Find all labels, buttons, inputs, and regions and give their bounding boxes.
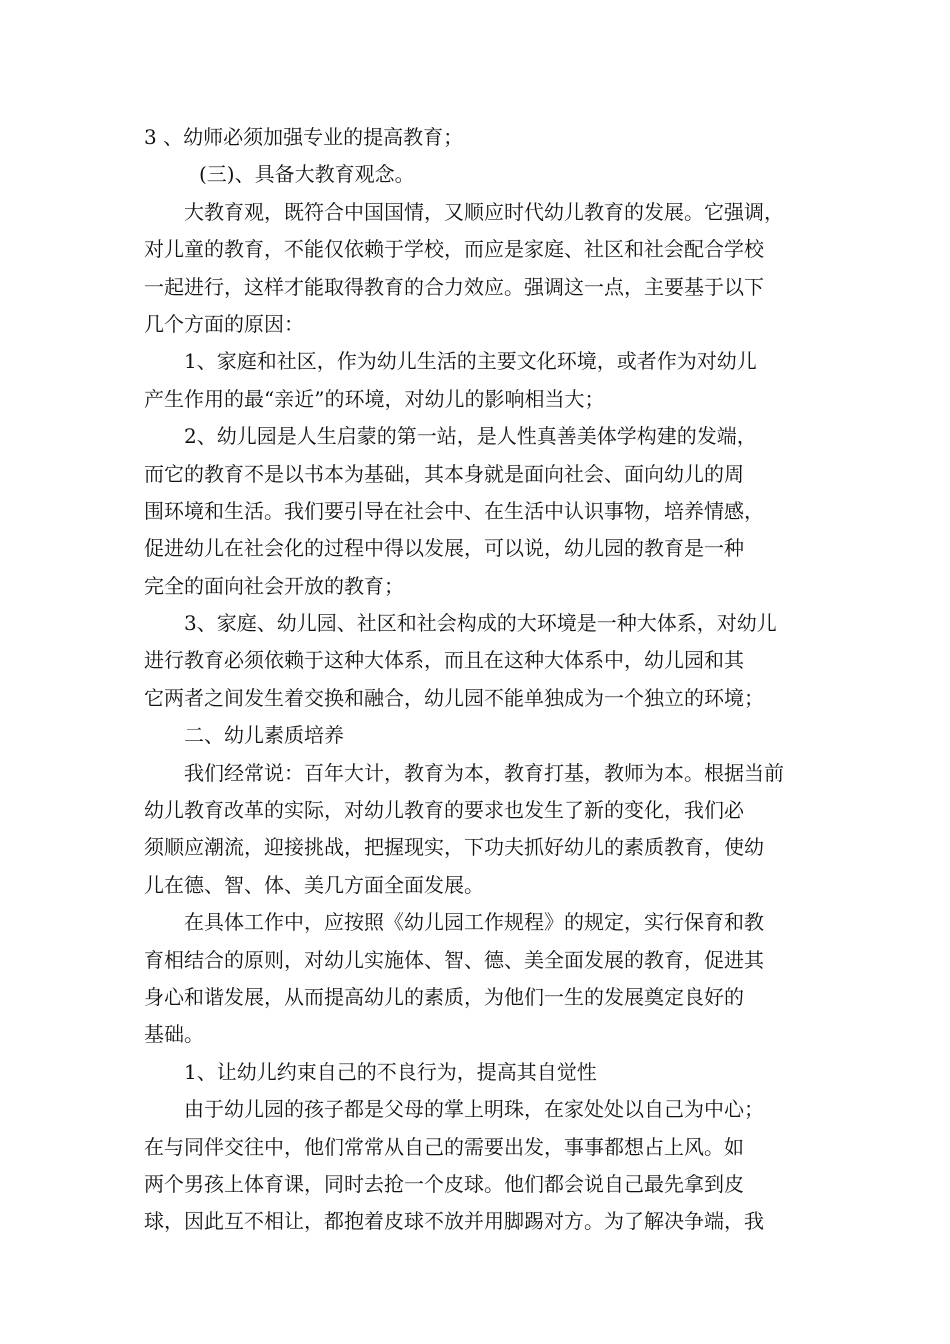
text-line: 须顺应潮流，迎接挑战，把握现实，下功夫抓好幼儿的素质教育，使幼 xyxy=(144,835,764,860)
text-line: 几个方面的原因： xyxy=(144,311,304,336)
text-line: (三)、具备大教育观念。 xyxy=(199,162,415,187)
text-line: 完全的面向社会开放的教育； xyxy=(144,573,404,598)
text-line: 3 、幼师必须加强专业的提高教育； xyxy=(144,125,464,149)
text-line: 儿在德、智、体、美几方面全面发展。 xyxy=(144,872,484,897)
text-line: 身心和谐发展，从而提高幼儿的素质，为他们一生的发展奠定良好的 xyxy=(144,984,744,1009)
text-line: 围环境和生活。我们要引导在社会中、在生活中认识事物，培养情感， xyxy=(144,498,764,523)
text-line: 我们经常说：百年大计，教育为本，教育打基，教师为本。根据当前 xyxy=(184,760,784,785)
text-line: 球，因此互不相让，都抱着皮球不放并用脚踢对方。为了解决争端，我 xyxy=(144,1209,764,1234)
document-body xyxy=(144,119,819,1241)
text-line: 基础。 xyxy=(144,1022,204,1047)
text-line: 对儿童的教育，不能仅依赖于学校，而应是家庭、社区和社会配合学校 xyxy=(144,237,764,262)
section-heading: 二、幼儿素质培养 xyxy=(184,723,344,748)
subsection-heading: 1、让幼儿约束自己的不良行为，提高其自觉性 xyxy=(184,1059,597,1084)
text-line: 3、家庭、幼儿园、社区和社会构成的大环境是一种大体系，对幼儿 xyxy=(184,611,777,636)
text-line: 在具体工作中，应按照《幼儿园工作规程》的规定，实行保育和教 xyxy=(184,910,764,935)
text-line: 幼儿教育改革的实际，对幼儿教育的要求也发生了新的变化，我们必 xyxy=(144,798,744,823)
text-line: 大教育观，既符合中国国情，又顺应时代幼儿教育的发展。它强调， xyxy=(184,199,784,224)
text-line: 促进幼儿在社会化的过程中得以发展，可以说，幼儿园的教育是一种 xyxy=(144,536,744,561)
text-line: 在与同伴交往中，他们常常从自己的需要出发，事事都想占上风。如 xyxy=(144,1134,744,1159)
text-line: 育相结合的原则，对幼儿实施体、智、德、美全面发展的教育，促进其 xyxy=(144,947,764,972)
text-line: 2、幼儿园是人生启蒙的第一站，是人性真善美体学构建的发端， xyxy=(184,424,757,449)
text-line: 它两者之间发生着交换和融合，幼儿园不能单独成为一个独立的环境； xyxy=(144,685,764,710)
text-line: 一起进行，这样才能取得教育的合力效应。强调这一点，主要基于以下 xyxy=(144,274,764,299)
text-line: 而它的教育不是以书本为基础，其本身就是面向社会、面向幼儿的周 xyxy=(144,461,744,486)
text-line: 产生作用的最“亲近”的环境，对幼儿的影响相当大； xyxy=(144,386,605,411)
text-line: 由于幼儿园的孩子都是父母的掌上明珠，在家处处以自己为中心； xyxy=(184,1097,764,1122)
text-line: 两个男孩上体育课，同时去抢一个皮球。他们都会说自己最先拿到皮 xyxy=(144,1171,744,1196)
text-line: 1、家庭和社区，作为幼儿生活的主要文化环境，或者作为对幼儿 xyxy=(184,349,757,374)
text-line: 进行教育必须依赖于这种大体系，而且在这种大体系中，幼儿园和其 xyxy=(144,648,744,673)
